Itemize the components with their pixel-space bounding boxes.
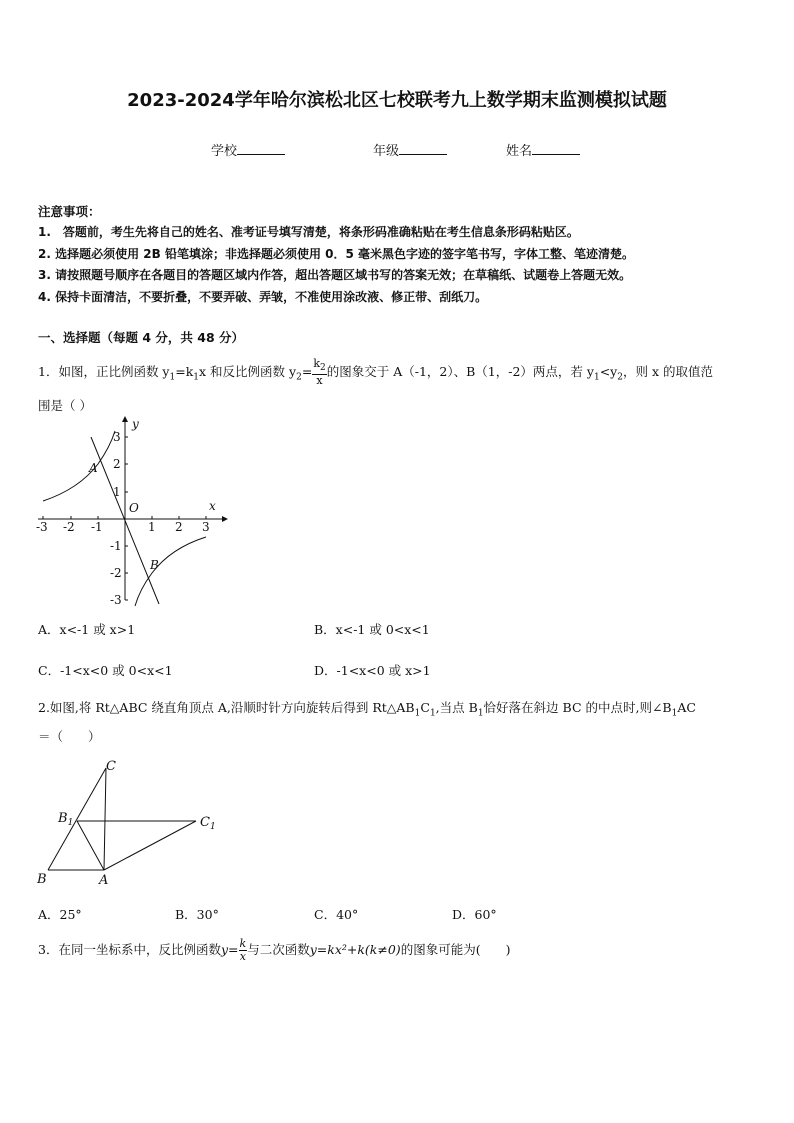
- q1-text: 1．如图，正比例函数 y: [38, 364, 170, 380]
- vertex-c1-label: [200, 815, 216, 832]
- x-tick-label: -3: [36, 520, 48, 534]
- note-item: 4. 保持卡面清洁，不要折叠，不要弄破、弄皱，不准使用涂改液、修正带、刮纸刀。: [38, 290, 488, 304]
- question-2-stem-line2: ＝（ ）: [38, 729, 101, 744]
- q1-text: =k: [175, 364, 194, 380]
- name-field[interactable]: [506, 140, 580, 159]
- q1-option-a[interactable]: A．x<-1 或 x>1: [38, 622, 136, 637]
- y-tick-label: -2: [110, 566, 122, 580]
- y-tick-label: -3: [110, 593, 122, 607]
- x-axis-label: x: [209, 499, 216, 513]
- q1-option-b[interactable]: B．x<-1 或 0<x<1: [314, 622, 430, 637]
- segment-ab1: [77, 821, 104, 870]
- q3-text: 的图象可能为( ): [400, 942, 511, 957]
- segment-ac: [104, 768, 106, 870]
- fraction-subscript: 2: [319, 363, 326, 374]
- notes-heading: 注意事项：: [38, 204, 101, 219]
- question-3-stem: [38, 938, 510, 963]
- vertex-a-label: A: [99, 873, 109, 888]
- x-axis-arrow: [222, 516, 228, 522]
- note-item: 2. 选择题必须使用 2B 铅笔填涂；非选择题必须使用 0．5 毫米黑色字迹的签字笔书写，字体工整、笔迹清楚。: [38, 247, 634, 261]
- fraction-denominator: x: [316, 374, 323, 388]
- point-a-label: A: [89, 461, 98, 475]
- vertex-c1-letter: C: [200, 815, 210, 830]
- q1-subscript: 2: [617, 372, 623, 383]
- x-tick-label: 2: [175, 520, 183, 534]
- question-2-stem: [38, 698, 696, 719]
- q2-subscript: 1: [477, 708, 484, 719]
- q2-subscript: 1: [671, 708, 678, 719]
- q2-option-b[interactable]: B．30°: [175, 907, 219, 922]
- q3-text: 与二次函数: [247, 942, 310, 957]
- grade-field[interactable]: [373, 140, 447, 159]
- x-tick-label: 1: [148, 520, 156, 534]
- segment-bc: [48, 768, 106, 870]
- x-tick-label: -1: [91, 520, 103, 534]
- q1-text: ，则 x 的取值范: [622, 364, 713, 380]
- q1-subscript: 2: [296, 372, 302, 383]
- name-blank[interactable]: [532, 142, 580, 155]
- q2-option-a[interactable]: A．25°: [38, 907, 82, 922]
- school-blank[interactable]: [237, 142, 285, 155]
- origin-label: O: [129, 501, 139, 515]
- y-axis-label: y: [132, 417, 139, 431]
- vertex-b1-label: [57, 811, 73, 828]
- q1-option-c[interactable]: C．-1<x<0 或 0<x<1: [38, 663, 173, 678]
- q1-function-graph: [34, 414, 230, 608]
- q2-option-d[interactable]: D．60°: [452, 907, 497, 922]
- vertex-b-label: B: [37, 872, 47, 887]
- grade-blank[interactable]: [399, 142, 447, 155]
- q1-subscript: 1: [193, 372, 200, 383]
- y-tick-label: 2: [113, 457, 121, 471]
- vertex-b1-letter: B: [58, 811, 68, 826]
- fraction-numerator: k: [313, 357, 320, 370]
- q1-subscript: 1: [169, 372, 176, 383]
- hyperbola-branch-left: [43, 431, 115, 501]
- q2-text: 恰好落在斜边 BC 的中点时,则∠B: [483, 700, 672, 715]
- vertex-b1-subscript: 1: [67, 818, 74, 828]
- q3-text: =: [228, 942, 239, 957]
- question-1-stem: [38, 358, 713, 387]
- point-b-label: B: [150, 558, 159, 572]
- x-tick-label: -2: [63, 520, 75, 534]
- segment-ac1: [104, 821, 196, 870]
- question-1-stem-line2: 围是（ ）: [38, 398, 92, 413]
- q1-text: x 和反比例函数 y: [199, 364, 297, 380]
- vertex-c1-subscript: 1: [209, 822, 216, 832]
- q2-subscript: 1: [414, 708, 421, 719]
- q3-variable: y: [220, 942, 229, 957]
- q3-text: 3．在同一坐标系中，反比例函数: [38, 942, 221, 957]
- q2-subscript: 1: [429, 708, 436, 719]
- q3-formula: y=kx²+k(k≠0): [309, 942, 401, 957]
- school-field[interactable]: [211, 140, 285, 159]
- q2-text: C: [420, 700, 430, 715]
- q2-text: 2.如图,将 Rt△ABC 绕直角顶点 A,沿顺时针方向旋转后得到 Rt△AB: [38, 700, 415, 715]
- y-tick-label: 3: [113, 430, 121, 444]
- note-item: 1. 答题前，考生先将自己的姓名、准考证号填写清楚，将条形码准确粘贴在考生信息条形码粘贴区。: [38, 225, 579, 239]
- q2-triangle-figure: [34, 756, 224, 890]
- q1-text: <y: [599, 364, 618, 380]
- fraction-numerator: k: [239, 937, 247, 950]
- q2-option-c[interactable]: C．40°: [314, 907, 359, 922]
- y-tick-label: 1: [113, 485, 121, 499]
- q2-text: ,当点 B: [435, 700, 478, 715]
- q1-text: 的图象交于 A（-1，2）、B（1，-2）两点，若 y: [326, 364, 594, 380]
- name-label: 姓名: [506, 144, 533, 159]
- page-title: 2023-2024学年哈尔滨松北区七校联考九上数学期末监测模拟试题: [127, 90, 667, 111]
- q1-subscript: 1: [593, 372, 600, 383]
- y-axis-arrow: [122, 416, 128, 422]
- q1-fraction: [312, 358, 326, 387]
- note-item: 3. 请按照题号顺序在各题目的答题区域内作答，超出答题区域书写的答案无效；在草稿纸、试题卷上答题无效。: [38, 268, 632, 282]
- q2-text: AC: [677, 700, 696, 715]
- y-tick-label: -1: [110, 539, 122, 553]
- q1-text: =: [301, 364, 313, 380]
- q1-option-d[interactable]: D．-1<x<0 或 x>1: [314, 663, 431, 678]
- fraction-denominator: x: [239, 950, 246, 963]
- section-heading: 一、选择题（每题 4 分，共 48 分）: [38, 330, 245, 345]
- school-label: 学校: [211, 144, 238, 159]
- vertex-c-label: C: [106, 759, 116, 774]
- grade-label: 年级: [373, 144, 400, 159]
- x-tick-label: 3: [202, 520, 210, 534]
- q3-fraction: [239, 938, 248, 963]
